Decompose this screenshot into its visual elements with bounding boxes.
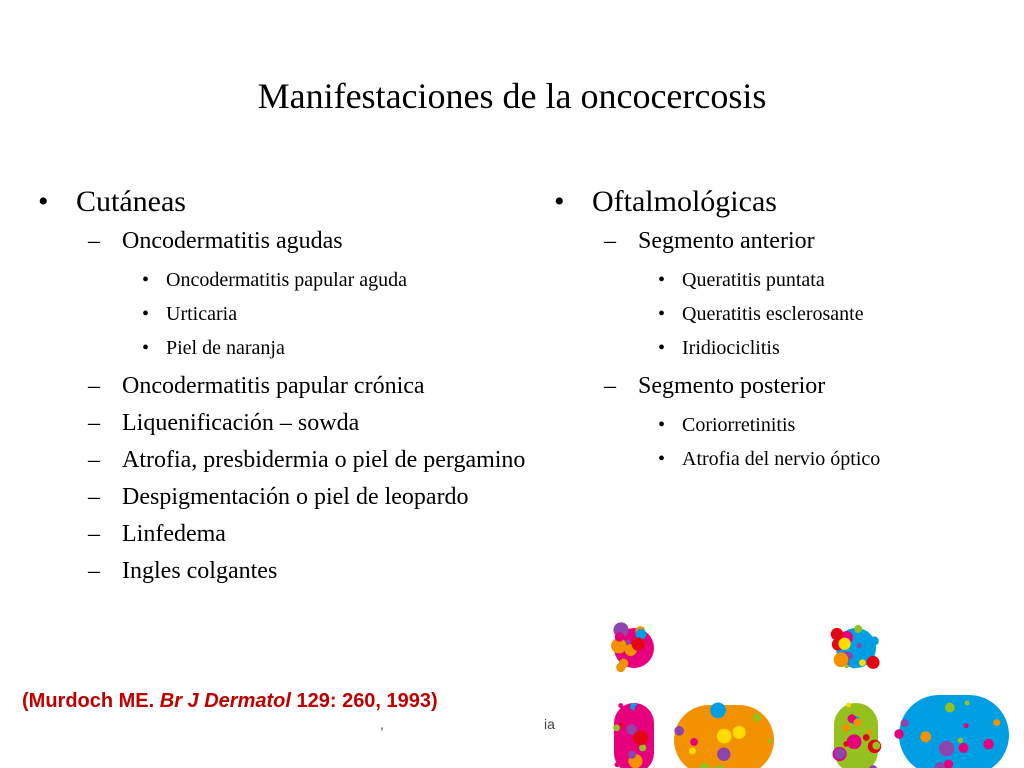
dash-marker: – bbox=[88, 484, 100, 510]
logo-dot bbox=[615, 762, 620, 767]
logo-dot bbox=[628, 751, 636, 759]
logo-dot bbox=[626, 640, 631, 645]
logo-dot bbox=[717, 729, 732, 744]
logo-dot bbox=[957, 738, 962, 743]
list-item bbox=[554, 226, 994, 256]
logo-dot bbox=[710, 702, 726, 718]
list-item-label: Linfedema bbox=[122, 521, 226, 547]
logo-dot bbox=[846, 703, 851, 708]
logo-dot bbox=[635, 705, 644, 714]
sub-list-item-label: Urticaria bbox=[166, 303, 238, 325]
bullet-marker: • bbox=[658, 448, 666, 470]
footer-fragment-left: , bbox=[380, 716, 384, 732]
logo-dot bbox=[945, 703, 955, 713]
logo-dot bbox=[867, 656, 880, 669]
sub-list-item-label: Atrofia del nervio óptico bbox=[682, 448, 881, 470]
bullet-marker: • bbox=[658, 303, 666, 325]
bullet-marker: • bbox=[554, 185, 565, 218]
left-column bbox=[38, 180, 548, 593]
sub-list-item bbox=[554, 297, 994, 331]
logo-dot bbox=[834, 652, 849, 667]
logo-dot bbox=[618, 703, 623, 708]
logo-dot bbox=[768, 739, 772, 743]
logo-dot bbox=[619, 659, 629, 669]
logo-dot bbox=[615, 632, 624, 641]
sub-list-item bbox=[554, 263, 994, 297]
logo-dot bbox=[964, 723, 969, 728]
logo-dot bbox=[854, 718, 862, 726]
logo-dot bbox=[613, 725, 620, 732]
logo-dot bbox=[674, 726, 684, 736]
logo-dot bbox=[632, 638, 645, 651]
sub-list-item bbox=[554, 442, 994, 476]
sub-list-item bbox=[38, 263, 548, 297]
logo-dot bbox=[619, 722, 623, 726]
logo-dot bbox=[717, 747, 730, 760]
logo-dot bbox=[834, 748, 845, 759]
logo-dot bbox=[959, 743, 969, 753]
logo-dot bbox=[849, 657, 860, 668]
slide-title: Manifestaciones de la oncocercosis bbox=[257, 76, 767, 116]
sub-list bbox=[554, 263, 994, 365]
list-item bbox=[554, 371, 994, 401]
logo-dot bbox=[894, 729, 904, 739]
sub-list-item-label: Piel de naranja bbox=[166, 337, 285, 359]
list-item-label: Segmento posterior bbox=[638, 373, 826, 399]
list-item-label: Despigmentación o piel de leopardo bbox=[122, 484, 469, 510]
logo-dot bbox=[761, 742, 766, 747]
logo-dot bbox=[859, 659, 866, 666]
dash-marker: – bbox=[88, 558, 100, 584]
list-item-label: Oncodermatitis papular crónica bbox=[122, 373, 425, 399]
logo-dot bbox=[993, 719, 1000, 726]
dash-marker: – bbox=[88, 373, 100, 399]
sub-list-item-label: Queratitis puntata bbox=[682, 269, 825, 291]
dash-marker: – bbox=[88, 521, 100, 547]
dash-marker: – bbox=[88, 228, 100, 254]
logo-dot bbox=[831, 628, 843, 640]
dash-marker: – bbox=[88, 447, 100, 473]
logo-dot bbox=[753, 713, 761, 721]
list-item bbox=[38, 519, 548, 549]
sub-list-item bbox=[554, 331, 994, 365]
column-heading-label: Cutáneas bbox=[76, 185, 186, 218]
logo-dot bbox=[633, 730, 648, 745]
dash-marker: – bbox=[604, 228, 616, 254]
bullet-marker: • bbox=[658, 337, 666, 359]
bullet-marker: • bbox=[38, 185, 49, 218]
logo-dot bbox=[863, 734, 870, 741]
list-item-label: Atrofia, presbidermia o piel de pergamino bbox=[122, 447, 526, 473]
logo-dot bbox=[643, 710, 649, 716]
logo-dot bbox=[872, 742, 880, 750]
sub-list-item-label: Iridiociclitis bbox=[682, 337, 780, 359]
list-item bbox=[38, 556, 548, 586]
list-item-label: Oncodermatitis agudas bbox=[122, 228, 343, 254]
logo-dot bbox=[901, 719, 909, 727]
column-heading bbox=[38, 180, 548, 224]
sub-list-item bbox=[554, 408, 994, 442]
list-item bbox=[38, 482, 548, 512]
dash-marker: – bbox=[604, 373, 616, 399]
logo-dot bbox=[939, 741, 955, 757]
logo-dot bbox=[983, 739, 993, 749]
sub-list bbox=[554, 408, 994, 476]
list-item-label: Segmento anterior bbox=[638, 228, 815, 254]
citation-open: (Murdoch ME. bbox=[22, 690, 160, 712]
list-item-label: Liquenificación – sowda bbox=[122, 410, 360, 436]
logo-dot bbox=[867, 729, 872, 734]
bullet-marker: • bbox=[142, 303, 150, 325]
isid-logo bbox=[604, 620, 1024, 768]
sub-list-item-label: Oncodermatitis papular aguda bbox=[166, 269, 408, 291]
logo-dot bbox=[689, 748, 696, 755]
sub-list-item bbox=[38, 297, 548, 331]
sub-list-item-label: Coriorretinitis bbox=[682, 414, 796, 436]
logo-dot bbox=[965, 700, 970, 705]
logo-dot bbox=[838, 638, 850, 650]
logo-dot bbox=[690, 738, 698, 746]
list-item-label: Ingles colgantes bbox=[122, 558, 278, 584]
right-item-list bbox=[554, 226, 994, 476]
bullet-marker: • bbox=[142, 269, 150, 291]
logo-dot bbox=[843, 741, 849, 747]
logo-dot bbox=[920, 731, 931, 742]
logo-dot bbox=[733, 726, 746, 739]
bullet-marker: • bbox=[658, 269, 666, 291]
sub-list bbox=[38, 263, 548, 365]
right-column bbox=[554, 180, 994, 482]
citation bbox=[22, 690, 438, 713]
logo-dot bbox=[734, 710, 746, 722]
logo-dot bbox=[854, 625, 862, 633]
footer-fragment-right: ia bbox=[544, 716, 555, 732]
logo-dot bbox=[870, 636, 879, 645]
left-item-list bbox=[38, 226, 548, 586]
list-item bbox=[38, 445, 548, 475]
logo-dot bbox=[857, 643, 862, 648]
citation-journal: Br J Dermatol bbox=[159, 690, 291, 712]
logo-dot bbox=[847, 734, 862, 749]
sub-list-item-label: Queratitis esclerosante bbox=[682, 303, 864, 325]
bullet-marker: • bbox=[142, 337, 150, 359]
bullet-marker: • bbox=[658, 414, 666, 436]
column-heading bbox=[554, 180, 994, 224]
list-item bbox=[38, 226, 548, 256]
logo-dot bbox=[842, 724, 850, 732]
dash-marker: – bbox=[88, 410, 100, 436]
list-item bbox=[38, 408, 548, 438]
column-heading-label: Oftalmológicas bbox=[592, 185, 777, 218]
list-item bbox=[38, 371, 548, 401]
logo-dot bbox=[985, 749, 995, 759]
sub-list-item bbox=[38, 331, 548, 365]
citation-rest: 129: 260, 1993) bbox=[290, 690, 438, 712]
